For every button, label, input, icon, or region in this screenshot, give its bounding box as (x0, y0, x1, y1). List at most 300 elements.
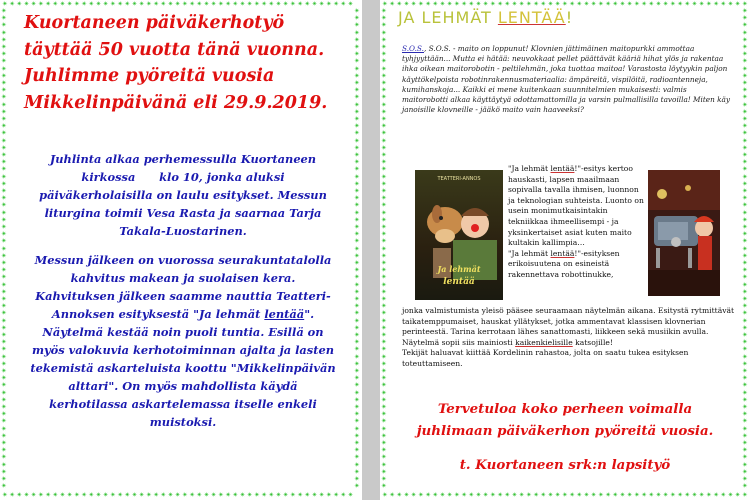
border-star-icon: ✴ (1, 482, 7, 491)
border-star-icon: ✴ (196, 0, 203, 8)
border-star-icon: ✴ (1, 57, 7, 66)
border-star-icon: ✴ (30, 0, 37, 8)
border-star-icon: ✴ (727, 491, 734, 499)
border-star-icon: ✴ (381, 287, 387, 296)
border-star-icon: ✴ (742, 367, 748, 375)
text: !"-esitys kertoo hauskasti, lapsen maailmaan sopivalla tavalla ihmisen, luonnon ja teknologian suhteista. Luonto on usein monimutkaisintakin tekniikkaa ihmeellisempi - ja yksinkertaiset asiat kuten maito kultakin kallimpia… (508, 164, 644, 248)
border-star-icon: ✴ (713, 0, 720, 8)
border-star-icon: ✴ (9, 491, 16, 499)
border-star-icon: ✴ (425, 491, 432, 499)
border-star-icon: ✴ (461, 491, 468, 499)
border-star-icon: ✴ (742, 93, 748, 102)
border-star-icon: ✴ (742, 79, 748, 87)
border-star-icon: ✴ (354, 35, 360, 44)
border-star-icon: ✴ (1, 208, 7, 217)
border-star-icon: ✴ (381, 467, 387, 476)
border-star-icon: ✴ (381, 165, 387, 174)
synopsis-text (402, 44, 732, 115)
border-star-icon: ✴ (526, 0, 532, 8)
border-star-icon: ✴ (389, 0, 396, 8)
border-star-icon: ✴ (742, 172, 748, 181)
border-star-icon: ✴ (246, 0, 253, 8)
border-star-icon: ✴ (354, 410, 360, 419)
border-star-icon: ✴ (1, 230, 7, 239)
border-star-icon: ✴ (583, 0, 590, 8)
border-star-icon: ✴ (648, 0, 655, 8)
border-star-icon: ✴ (381, 309, 387, 318)
border-star-icon: ✴ (381, 57, 387, 66)
border-star-icon: ✴ (742, 266, 748, 275)
play-title (398, 8, 573, 27)
border-star-icon: ✴ (670, 0, 676, 8)
border-star-icon: ✴ (641, 491, 648, 499)
border-star-icon: ✴ (410, 0, 417, 8)
border-star-icon: ✴ (381, 129, 387, 138)
border-star-icon: ✴ (2, 491, 8, 499)
border-star-icon: ✴ (381, 107, 387, 116)
border-star-icon: ✴ (45, 0, 52, 8)
border-star-icon: ✴ (576, 0, 583, 8)
border-star-icon: ✴ (612, 491, 619, 499)
border-star-icon: ✴ (742, 424, 748, 433)
border-star-icon: ✴ (547, 0, 554, 8)
border-star-icon: ✴ (146, 491, 152, 499)
border-star-icon: ✴ (490, 0, 496, 8)
border-star-icon: ✴ (518, 491, 525, 499)
border-star-icon: ✴ (742, 460, 748, 469)
border-star-icon: ✴ (1, 424, 7, 433)
border-star-icon: ✴ (396, 491, 403, 499)
border-star-icon: ✴ (381, 151, 387, 159)
border-star-icon: ✴ (381, 187, 387, 195)
border-star-icon: ✴ (742, 259, 748, 267)
border-star-icon: ✴ (167, 491, 174, 499)
border-star-icon: ✴ (124, 0, 131, 8)
paragraph-line: kahvitus makean ja suolaisen kera. (70, 271, 296, 285)
border-star-icon: ✴ (381, 331, 387, 339)
border-star-icon: ✴ (742, 100, 748, 109)
border-star-icon: ✴ (95, 0, 102, 8)
border-star-icon: ✴ (381, 14, 387, 23)
border-star-icon: ✴ (1, 323, 7, 332)
border-star-icon: ✴ (326, 491, 332, 499)
border-star-icon: ✴ (742, 302, 748, 311)
border-star-icon: ✴ (354, 179, 360, 188)
border-star-icon: ✴ (381, 201, 387, 210)
border-star-icon: ✴ (275, 0, 282, 8)
border-star-icon: ✴ (16, 0, 23, 8)
border-star-icon: ✴ (540, 491, 547, 499)
border-star-icon: ✴ (290, 0, 296, 8)
border-star-icon: ✴ (1, 388, 7, 397)
border-star-icon: ✴ (326, 0, 332, 8)
border-star-icon: ✴ (1, 43, 7, 51)
border-star-icon: ✴ (1, 460, 7, 469)
border-star-icon: ✴ (354, 475, 360, 483)
border-star-icon: ✴ (88, 491, 95, 499)
border-star-icon: ✴ (720, 0, 727, 8)
border-star-icon: ✴ (742, 381, 748, 390)
border-star-icon: ✴ (461, 0, 468, 8)
border-star-icon: ✴ (153, 0, 160, 8)
border-star-icon: ✴ (354, 259, 360, 267)
border-star-icon: ✴ (742, 323, 748, 332)
underlined-word: kaikenkielisille (515, 337, 573, 347)
border-star-icon: ✴ (662, 0, 669, 8)
border-star-icon: ✴ (540, 0, 547, 8)
border-star-icon: ✴ (742, 475, 748, 483)
border-star-icon: ✴ (381, 431, 387, 440)
right-page (380, 0, 750, 500)
border-star-icon: ✴ (381, 244, 387, 253)
border-star-icon: ✴ (590, 491, 597, 499)
border-star-icon: ✴ (742, 431, 748, 440)
border-star-icon: ✴ (454, 0, 460, 8)
border-star-icon: ✴ (482, 491, 489, 499)
border-star-icon: ✴ (381, 136, 387, 145)
border-star-icon: ✴ (454, 491, 460, 499)
border-star-icon: ✴ (1, 352, 7, 361)
heading-line: Mikkelinpäivänä eli 29.9.2019. (24, 92, 328, 113)
border-star-icon: ✴ (381, 79, 387, 87)
border-star-icon: ✴ (526, 491, 532, 499)
border-star-icon: ✴ (605, 491, 612, 499)
border-star-icon: ✴ (742, 359, 748, 368)
border-star-icon: ✴ (698, 0, 705, 8)
border-star-icon: ✴ (742, 115, 748, 123)
border-star-icon: ✴ (275, 491, 282, 499)
border-star-icon: ✴ (1, 21, 7, 30)
border-star-icon: ✴ (232, 491, 239, 499)
border-star-icon: ✴ (354, 187, 360, 195)
border-star-icon: ✴ (742, 439, 748, 447)
border-star-icon: ✴ (742, 410, 748, 419)
border-star-icon: ✴ (354, 107, 360, 116)
border-star-icon: ✴ (354, 208, 360, 217)
sos-text: S.O.S. (402, 44, 424, 53)
border-star-icon: ✴ (742, 482, 748, 491)
border-star-icon: ✴ (381, 295, 387, 303)
border-star-icon: ✴ (698, 491, 705, 499)
border-star-icon: ✴ (590, 0, 597, 8)
border-star-icon: ✴ (59, 0, 66, 8)
border-star-icon: ✴ (304, 491, 311, 499)
border-star-icon: ✴ (182, 491, 188, 499)
border-star-icon: ✴ (239, 0, 246, 8)
border-star-icon: ✴ (742, 273, 748, 282)
border-star-icon: ✴ (1, 475, 7, 483)
border-star-icon: ✴ (138, 0, 145, 8)
border-star-icon: ✴ (446, 491, 453, 499)
border-star-icon: ✴ (381, 115, 387, 123)
border-star-icon: ✴ (81, 491, 88, 499)
border-star-icon: ✴ (354, 446, 360, 455)
border-star-icon: ✴ (304, 0, 311, 8)
border-star-icon: ✴ (626, 0, 633, 8)
border-star-icon: ✴ (381, 302, 387, 311)
border-star-icon: ✴ (677, 0, 684, 8)
border-star-icon: ✴ (261, 0, 268, 8)
border-star-icon: ✴ (218, 491, 224, 499)
border-star-icon: ✴ (381, 215, 387, 224)
border-star-icon: ✴ (742, 467, 748, 476)
border-star-icon: ✴ (562, 0, 568, 8)
border-star-icon: ✴ (333, 491, 340, 499)
border-star-icon: ✴ (742, 129, 748, 138)
border-star-icon: ✴ (1, 201, 7, 210)
border-star-icon: ✴ (490, 491, 496, 499)
border-star-icon: ✴ (203, 491, 210, 499)
border-star-icon: ✴ (354, 460, 360, 469)
paragraph-line: tekemistä askarteluista koottu "Mikkelinpäivän (30, 361, 336, 375)
border-star-icon: ✴ (742, 295, 748, 303)
border-star-icon: ✴ (1, 259, 7, 267)
border-star-icon: ✴ (742, 215, 748, 224)
border-star-icon: ✴ (318, 0, 325, 8)
border-star-icon: ✴ (605, 0, 612, 8)
border-star-icon: ✴ (290, 491, 296, 499)
border-star-icon: ✴ (742, 187, 748, 195)
border-star-icon: ✴ (354, 482, 360, 491)
border-star-icon: ✴ (1, 28, 7, 37)
border-star-icon: ✴ (1, 172, 7, 181)
border-star-icon: ✴ (1, 359, 7, 368)
border-star-icon: ✴ (354, 136, 360, 145)
border-star-icon: ✴ (677, 491, 684, 499)
border-star-icon: ✴ (1, 453, 7, 462)
border-star-icon: ✴ (218, 0, 224, 8)
border-star-icon: ✴ (598, 0, 604, 8)
border-star-icon: ✴ (1, 431, 7, 440)
border-star-icon: ✴ (354, 158, 360, 167)
border-star-icon: ✴ (153, 491, 160, 499)
border-star-icon: ✴ (282, 491, 289, 499)
border-star-icon: ✴ (1, 7, 7, 15)
border-star-icon: ✴ (381, 158, 387, 167)
border-star-icon: ✴ (381, 395, 387, 404)
border-star-icon: ✴ (354, 151, 360, 159)
border-star-icon: ✴ (354, 215, 360, 224)
border-star-icon: ✴ (311, 0, 318, 8)
border-star-icon: ✴ (354, 7, 360, 15)
border-star-icon: ✴ (742, 14, 748, 23)
border-star-icon: ✴ (1, 316, 7, 325)
border-star-icon: ✴ (1, 64, 7, 73)
border-star-icon: ✴ (297, 491, 304, 499)
border-star-icon: ✴ (381, 122, 387, 131)
border-star-icon: ✴ (88, 0, 95, 8)
border-star-icon: ✴ (720, 491, 727, 499)
border-star-icon: ✴ (1, 374, 7, 383)
border-star-icon: ✴ (381, 273, 387, 282)
text: "Ja lehmät (508, 248, 551, 258)
border-star-icon: ✴ (354, 467, 360, 476)
border-star-icon: ✴ (475, 0, 482, 8)
border-star-icon: ✴ (340, 0, 347, 8)
border-star-icon: ✴ (381, 359, 387, 368)
border-star-icon: ✴ (381, 21, 387, 30)
border-star-icon: ✴ (381, 388, 387, 397)
border-star-icon: ✴ (225, 491, 232, 499)
border-star-icon: ✴ (354, 64, 360, 73)
border-star-icon: ✴ (354, 374, 360, 383)
border-star-icon: ✴ (174, 0, 181, 8)
border-star-icon: ✴ (354, 331, 360, 339)
border-star-icon: ✴ (354, 122, 360, 131)
border-star-icon: ✴ (261, 491, 268, 499)
border-star-icon: ✴ (742, 352, 748, 361)
border-star-icon: ✴ (1, 345, 7, 354)
border-star-icon: ✴ (1, 410, 7, 419)
border-star-icon: ✴ (1, 35, 7, 44)
border-star-icon: ✴ (381, 237, 387, 246)
border-star-icon: ✴ (742, 35, 748, 44)
border-star-icon: ✴ (1, 93, 7, 102)
border-star-icon: ✴ (381, 230, 387, 239)
border-star-icon: ✴ (74, 491, 80, 499)
paragraph-line: Kahvituksen jälkeen saamme nauttia Teatteri- (35, 289, 331, 303)
border-star-icon: ✴ (203, 0, 210, 8)
paragraph-line: kirkossa klo 10, jonka aluksi (81, 170, 285, 184)
border-star-icon: ✴ (1, 158, 7, 167)
border-star-icon: ✴ (381, 223, 387, 231)
border-star-icon: ✴ (648, 491, 655, 499)
paragraph-program (28, 251, 338, 431)
title-part: JA LEHMÄT (398, 8, 498, 27)
border-star-icon: ✴ (282, 0, 289, 8)
border-star-icon: ✴ (354, 21, 360, 30)
border-star-icon: ✴ (354, 302, 360, 311)
puppets-image (648, 170, 720, 296)
border-star-icon: ✴ (742, 491, 748, 499)
border-star-icon: ✴ (418, 491, 424, 499)
signature: t. Kuortaneen srk:n lapsityö (459, 457, 671, 473)
border-star-icon: ✴ (619, 0, 626, 8)
border-star-icon: ✴ (45, 491, 52, 499)
border-star-icon: ✴ (432, 491, 439, 499)
border-star-icon: ✴ (333, 0, 340, 8)
border-star-icon: ✴ (354, 338, 360, 347)
border-star-icon: ✴ (138, 491, 145, 499)
border-star-icon: ✴ (347, 491, 354, 499)
border-star-icon: ✴ (381, 64, 387, 73)
border-star-icon: ✴ (354, 251, 360, 260)
border-star-icon: ✴ (475, 491, 482, 499)
border-star-icon: ✴ (1, 100, 7, 109)
text: jonka valmistumista yleisö pääsee seuraamaan näytelmän aikana. Esitystä rytmittävät taikatemppumaiset, hauskat yllätykset, jotka ammentavat klassisen klovnerian perinteestä. Tarina kerrotaan lähes sanattomasti, liikkeen sekä musiikin avulla. Näytelmä sopii siis mainiosti (402, 306, 735, 347)
border-star-icon: ✴ (381, 338, 387, 347)
border-star-icon: ✴ (110, 491, 116, 499)
border-star-icon: ✴ (1, 187, 7, 195)
border-star-icon: ✴ (354, 115, 360, 123)
border-star-icon: ✴ (742, 338, 748, 347)
border-star-icon: ✴ (354, 71, 360, 80)
border-star-icon: ✴ (381, 194, 387, 203)
border-star-icon: ✴ (706, 491, 712, 499)
border-star-icon: ✴ (511, 0, 518, 8)
border-star-icon: ✴ (381, 266, 387, 275)
border-star-icon: ✴ (381, 179, 387, 188)
border-star-icon: ✴ (354, 287, 360, 296)
border-star-icon: ✴ (403, 491, 410, 499)
border-star-icon: ✴ (684, 0, 691, 8)
left-page (0, 0, 362, 500)
border-star-icon: ✴ (1, 194, 7, 203)
border-star-icon: ✴ (381, 323, 387, 332)
border-star-icon: ✴ (354, 43, 360, 51)
border-star-icon: ✴ (1, 179, 7, 188)
border-star-icon: ✴ (742, 21, 748, 30)
border-star-icon: ✴ (354, 172, 360, 181)
border-star-icon: ✴ (742, 345, 748, 354)
border-star-icon: ✴ (742, 237, 748, 246)
paragraph-line: Messun jälkeen on vuorossa seurakuntatalolla (34, 253, 332, 267)
border-star-icon: ✴ (742, 0, 748, 8)
border-star-icon: ✴ (354, 129, 360, 138)
paragraph-line: muistoksi. (149, 415, 217, 429)
border-star-icon: ✴ (1, 237, 7, 246)
border-star-icon: ✴ (742, 71, 748, 80)
border-star-icon: ✴ (662, 491, 669, 499)
border-star-icon: ✴ (641, 0, 648, 8)
border-star-icon: ✴ (297, 0, 304, 8)
border-star-icon: ✴ (742, 331, 748, 339)
border-star-icon: ✴ (504, 491, 511, 499)
border-star-icon: ✴ (354, 165, 360, 174)
border-star-icon: ✴ (354, 28, 360, 37)
border-star-icon: ✴ (742, 280, 748, 289)
welcome-line: Tervetuloa koko perheen voimalla (437, 401, 693, 417)
border-star-icon: ✴ (354, 367, 360, 375)
border-star-icon: ✴ (742, 7, 748, 15)
description-full (402, 306, 737, 370)
border-star-icon: ✴ (38, 0, 44, 8)
border-star-icon: ✴ (354, 273, 360, 282)
border-star-icon: ✴ (583, 491, 590, 499)
border-star-icon: ✴ (1, 302, 7, 311)
title-part: LENTÄÄ (497, 8, 566, 27)
border-star-icon: ✴ (533, 491, 540, 499)
border-star-icon: ✴ (734, 0, 741, 8)
text: !"-esityksen erikoisuutena on esineistä rakennettava robottinukke, (508, 248, 620, 279)
poster-small-top: TEATTERI-ANNOS (437, 176, 481, 182)
border-star-icon: ✴ (381, 280, 387, 289)
text: ". (304, 307, 315, 321)
border-star-icon: ✴ (576, 491, 583, 499)
border-star-icon: ✴ (1, 417, 7, 426)
border-star-icon: ✴ (381, 460, 387, 469)
border-star-icon: ✴ (354, 194, 360, 203)
border-star-icon: ✴ (619, 491, 626, 499)
border-star-icon: ✴ (432, 0, 439, 8)
border-star-icon: ✴ (354, 57, 360, 66)
text: katsojille! (572, 337, 613, 347)
border-star-icon: ✴ (1, 251, 7, 260)
border-star-icon: ✴ (742, 50, 748, 59)
border-star-icon: ✴ (102, 0, 109, 8)
border-star-icon: ✴ (66, 0, 73, 8)
welcome-text (400, 398, 730, 442)
border-star-icon: ✴ (381, 352, 387, 361)
border-star-icon: ✴ (742, 251, 748, 260)
border-star-icon: ✴ (23, 491, 30, 499)
border-star-icon: ✴ (182, 0, 188, 8)
border-star-icon: ✴ (742, 453, 748, 462)
border-star-icon: ✴ (196, 491, 203, 499)
border-star-icon: ✴ (340, 491, 347, 499)
border-star-icon: ✴ (1, 266, 7, 275)
border-star-icon: ✴ (1, 79, 7, 87)
